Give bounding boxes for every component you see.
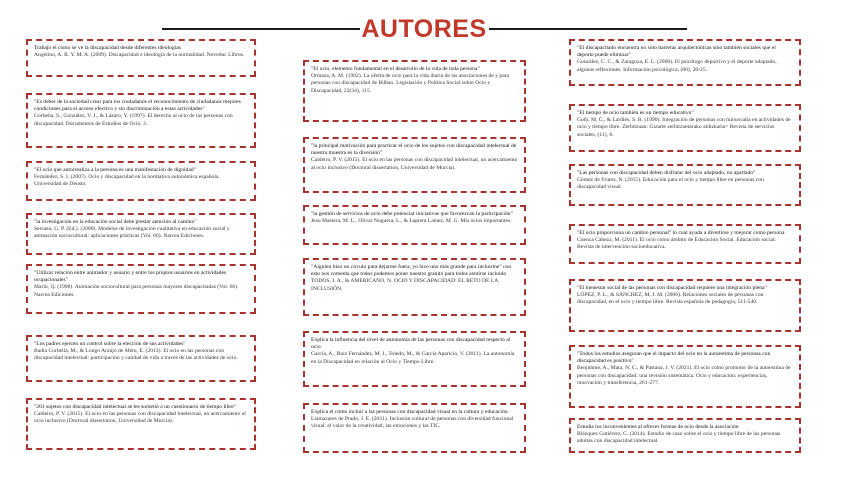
author-card bbox=[303, 331, 526, 387]
card-quote: "la gestión de servicios de ocio debe potenciar iniciativas que favorezcan la participación" bbox=[311, 211, 513, 217]
card-reference: LÓPEZ, P. L., & SÁNCHEZ, M. J. M. (2006). Relaciones sociales de personas con discapacidad, en el ocio y tiempo libre. Revista española de pedagogía, 511-540. bbox=[577, 292, 764, 306]
card-reference: Caldeiro, P. V. (2015). El ocio en las personas con discapacidad intelectual, un acercamiento al ocio inclusivo (Doctoral dissertation, Universidad de Murcia). bbox=[34, 411, 246, 425]
author-card bbox=[303, 60, 526, 122]
author-card bbox=[26, 398, 256, 450]
author-card bbox=[569, 224, 801, 264]
card-reference: Llamazares de Prado, J. E. (2021). Inclusión cultural de personas con diversidad funcional visual: el valor de la creatividad, las emociones y las TIC. bbox=[311, 416, 514, 430]
card-quote: "El ocio proporciona un cambio personal" lo cual ayuda a divertirse y mejorar como persona bbox=[577, 230, 785, 236]
card-quote: Explica la influencia del nivel de autonomía de las personas con discapacidad respecto al ocio bbox=[311, 337, 511, 351]
author-card bbox=[303, 137, 526, 193]
card-quote: Trabajo el como se ve la discapacidad desde diferentes ideologías bbox=[34, 45, 181, 51]
card-reference: Serrano, G. P. (Ed.). (2000). Modelos de investigación cualitativa en educación social y animación sociocultural: aplicaciones prácticas (Vol. 66). Narcea Ediciones. bbox=[34, 226, 230, 240]
card-quote: "Alguien hizo un círculo para dejarme fuera, yo hice uno más grande para incluirme" con esto nos comenta que todos podemos poner nuestro granito para todos sentirse incluido bbox=[311, 264, 512, 278]
author-card bbox=[303, 403, 526, 453]
card-reference: TODOS, I. A., & AMERICANO, N. OCIO Y DISCAPACIDAD: EL RETO DE LA INCLUSIÓN. bbox=[311, 278, 498, 292]
card-reference: Gómez de Frutos, N. (2015). Educación para el ocio y tiempo libre en personas con discapacidad visual. bbox=[577, 177, 764, 191]
card-reference: González, C. C., & Zaragoza, E. L. (2000). El psicólogo deportivo y el deporte adaptado, algunas reflexiones. Información psicológica, (80), 20-25. bbox=[577, 59, 777, 73]
card-quote: Estudia los inconvenientes al ofrecer formas de ocio desde la asociación bbox=[577, 424, 739, 430]
card-reference: Ormaza, A. M. (1992). La oferta de ocio para la vida diaria de las asociaciones de y para personas con discapacidad de Bilbao. Legislación y Política Social sobre Ocio y Discapacidad, 22(34), 115. bbox=[311, 73, 510, 94]
card-quote: "El ocio, elemento fundamental en el desarrollo de la vida de toda persona" bbox=[311, 66, 480, 72]
author-card bbox=[303, 205, 526, 245]
author-card bbox=[569, 104, 801, 152]
card-quote: "Las personas con discapacidad deben disfrutar del ocio adaptado, no apartado" bbox=[577, 170, 756, 176]
author-card bbox=[569, 279, 801, 332]
author-card bbox=[569, 39, 801, 86]
author-card bbox=[26, 213, 256, 255]
card-reference: Angelino, A. R. Y. M. A. (2009). Discapacidad e ideología de la normalidad. Noveduc Libros. bbox=[34, 52, 245, 59]
card-reference: García, A., Ruiz Fernández, M. I., Toledo, M., & García Aparicio, V. (2011). La autonomía en la Discapacidad en relación al Ocio y Tiempo Libre. bbox=[311, 351, 515, 365]
card-quote: "Es deber de la sociedad crear para los ciudadanos el reconocimiento de ciudadanos mejores condiciones para el acceso efectivo y sin discriminación a estas actividades" bbox=[34, 99, 241, 113]
card-reference: Gorbeña, S., González, V. J., & Lázaro, Y. (1997). El derecho al ocio de las personas con discapacidad. Documentos de Estudios de Ocio, 3. bbox=[34, 113, 233, 127]
author-card bbox=[569, 418, 801, 453]
card-reference: Badia Corbella, M., & Longo Araújo de Melo, E. (2013). El ocio en las personas con discapacidad intelectual: participación y calidad de vida a través de las actividades de ocio. bbox=[34, 348, 238, 362]
page-title: AUTORES bbox=[361, 15, 487, 43]
card-quote: "201 sujetos con discapacidad intelectual se les sometió a un cuestionario de tiempo libre" bbox=[34, 404, 237, 410]
author-card bbox=[569, 164, 801, 206]
card-quote: "El bienestar social de las personas con discapacidad requiere una integración plena" bbox=[577, 285, 767, 291]
card-quote: "El tiempo de ocio también es un tiempo educativo" bbox=[577, 110, 694, 116]
card-quote: "la investigación en la educación social debe prestar atención al camino" bbox=[34, 219, 197, 225]
card-reference: Blázquez Gutiérrez, C. (2014). Estudio de caso sobre el ocio y tiempo libre de las personas adultas con discapacidad intelectual. bbox=[577, 431, 781, 445]
card-reference: Caldeiro, P. V. (2015). El ocio en las personas con discapacidad intelectual, un acercamiento al ocio inclusivo (Doctoral dissertation, Universidad de Murcia). bbox=[311, 157, 518, 171]
card-reference: Benjuhme, A., Mata, N. C., & Pastana, J. V. (2021). El ocio como promotor de la autoestima de personas con discapacidad: una revisión sistemática. Ocio y educación: experiencias, innovación y transferencia, 261-277. bbox=[577, 365, 791, 386]
author-card bbox=[26, 93, 256, 148]
card-quote: "El ocio que autorrealiza a la persona es una manifestación de dignidad" bbox=[34, 167, 196, 173]
card-quote: "la principal motivación para practicar el ocio de los sujetos con discapacidad intelectual de nuestra muestra es la diversión" bbox=[311, 143, 517, 157]
card-quote: Explica el cómo incluir a las personas con discapacidad visual en la cultura y educación bbox=[311, 409, 508, 415]
card-quote: "Utilizar relación entre animador y usuario y entre los propios usuarios en actividades ocupacionales" bbox=[34, 270, 227, 284]
card-quote: "El discapacitado encuentra no solo barreras arquitectónicas sino también sociales que el deporte puede eliminar" bbox=[577, 45, 776, 59]
author-card bbox=[26, 39, 256, 77]
title-rule-right bbox=[489, 28, 687, 30]
title-rule-left bbox=[162, 28, 360, 30]
author-card bbox=[303, 258, 526, 316]
card-reference: Marín, Q. (1998). Animación sociocultural para personas mayores discapacitadas (Vol. 66). Narcea Ediciones. bbox=[34, 284, 239, 298]
card-quote: "Los padres ejercen un control sobre la elección de sus actividades" bbox=[34, 341, 186, 347]
author-card bbox=[26, 335, 256, 382]
card-reference: Cuenca Cabeza, M. (2011). El ocio como ámbito de Educación Social. Educación social: Revista de intervención socioeducativa. bbox=[577, 237, 776, 251]
card-reference: Fernández, S. I. (2007). Ocio y discapacidad en la normativa autonómica española. Universidad de Deusto. bbox=[34, 174, 220, 188]
card-reference: Goñi, M. C., & Lardiés, S. R. (1990). Integración de personas con minusvalía en actividades de ocio y tiempo libre. Zerbitzuan: Gizarte zerbitzuetarako aldizkaria= Revista de servicios sociales, (11), 6. bbox=[577, 117, 791, 138]
author-card bbox=[569, 345, 801, 408]
card-quote: "Todos los estudios aseguran que el impacto del ocio en la autoestima de personas con discapacidad es positivo" bbox=[577, 351, 771, 365]
author-card bbox=[26, 161, 256, 201]
author-card bbox=[26, 264, 256, 314]
card-reference: Jesu Mastera, M. L., Olivar Noguera, L., & Lapiera Laínez, M. G. Mis ocios importantes. bbox=[311, 218, 512, 225]
